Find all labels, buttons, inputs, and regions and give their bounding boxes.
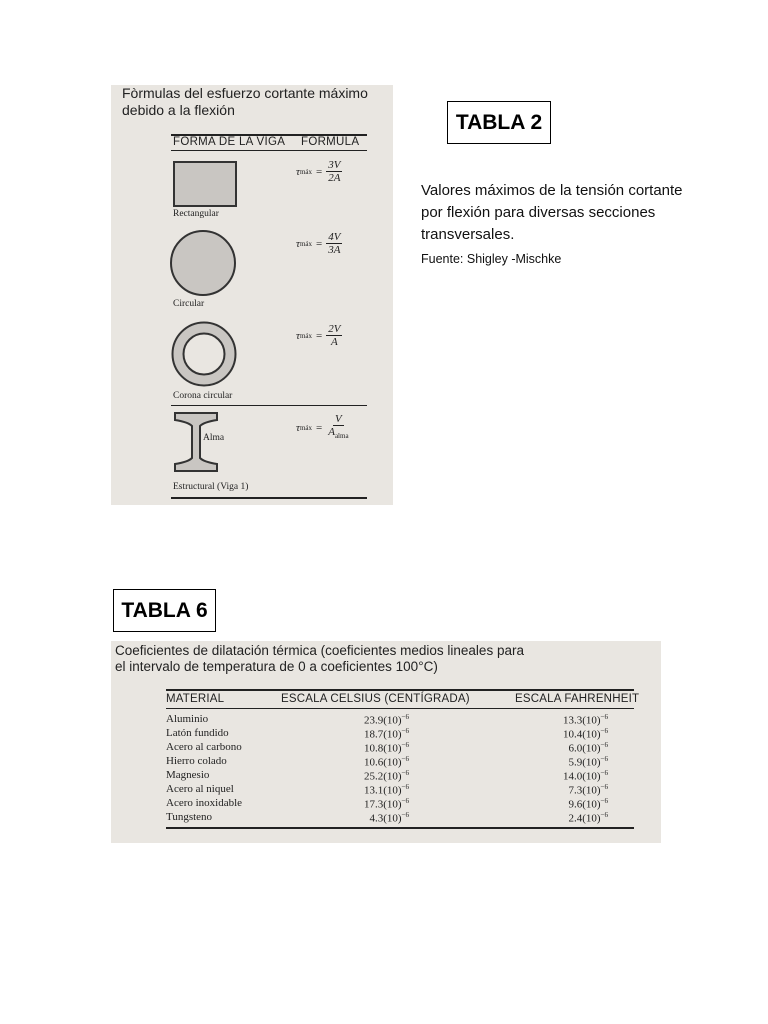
table-row: Hierro colado $10.6(10)^{-6}$ $5.9(10)^{-6}$ [166, 755, 608, 769]
shape-label: Circular [173, 299, 205, 309]
col-header-shape: FORMA DE LA VIGA [173, 136, 286, 148]
formula-i-beam: τ máx = $\frac{V}{A_{alma}}$ [296, 413, 349, 441]
shape-label: Estructural (Viga 1) [173, 482, 249, 492]
table-bottom-rule [171, 497, 367, 499]
material-rows [166, 713, 634, 825]
tabla-2-source: Fuente: Shigley -Mischke [421, 252, 562, 266]
ring-shape-icon [171, 321, 237, 387]
header-rule [166, 708, 634, 709]
table-bottom-rule [166, 827, 634, 829]
tabla-2-description: Valores máximos de la tensión cortante por flexión para diversas secciones transversales. [421, 182, 683, 243]
table-row: Latón fundido $18.7(10)^{-6}$ $10.4(10)^{-6}$ [166, 727, 608, 741]
col-header-material: MATERIAL [166, 693, 225, 705]
formula-ring: τ máx = $\frac{2V}{A}$ [296, 323, 341, 348]
shear-formula-scan [111, 85, 393, 505]
circle-shape-icon [169, 229, 237, 297]
table-row: Aluminio $23.9(10)^{-6}$ $13.3(10)^{-6}$ [166, 713, 608, 727]
row-rule [171, 405, 367, 406]
table-row: Acero al carbono $10.8(10)^{-6}$ $6.0(10)^{-6}$ [166, 741, 608, 755]
table-row: Tungsteno $4.3(10)^{-6}$ $2.4(10)^{-6}$ [166, 811, 608, 825]
table-row: Acero inoxidable $17.3(10)^{-6}$ $9.6(10)^{-6}$ [166, 797, 608, 811]
table-row: Magnesio $25.2(10)^{-6}$ $14.0(10)^{-6}$ [166, 769, 608, 783]
web-label: Alma [203, 433, 225, 443]
tabla-6-label: TABLA 6 [113, 589, 216, 632]
formula-rectangular: τ máx = $\frac{3V}{2A}$ [296, 159, 341, 184]
table-row: Acero al niquel $13.1(10)^{-6}$ $7.3(10)^{-6}$ [166, 783, 608, 797]
scan-title: Coeficientes de dilatación térmica (coeficientes medios lineales para el intervalo de temperatura de 0 a coeficientes 100°C) [115, 643, 524, 674]
col-header-celsius: ESCALA CELSIUS (CENTÍGRADA) [281, 693, 470, 705]
scan-title: Fòrmulas del esfuerzo cortante máximo debido a la flexión [122, 85, 368, 118]
rectangle-shape-icon [173, 161, 237, 207]
formula-circular: τ máx = $\frac{4V}{3A}$ [296, 231, 341, 256]
tabla-2-label: TABLA 2 [447, 101, 551, 144]
table-top-rule [166, 689, 634, 691]
header-rule [171, 150, 367, 151]
shape-label: Corona circular [173, 391, 233, 401]
col-header-fahrenheit: ESCALA FAHRENHEIT [515, 693, 640, 705]
shape-label: Rectangular [173, 209, 219, 219]
thermal-expansion-scan [111, 641, 661, 843]
col-header-formula: FÓRMULA [301, 136, 360, 148]
